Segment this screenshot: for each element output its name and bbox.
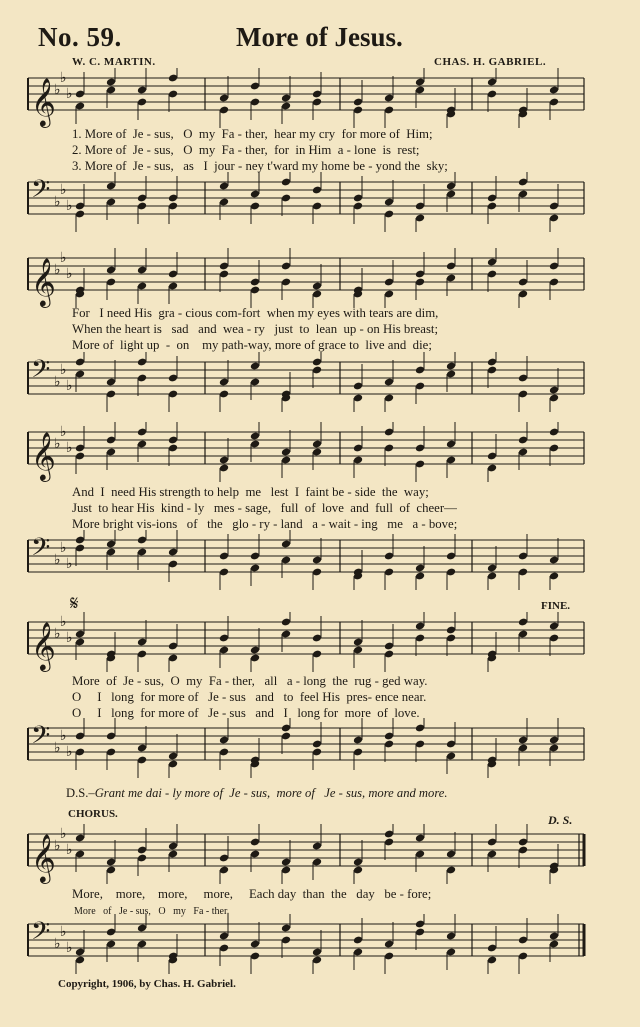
svg-text:♭: ♭ bbox=[60, 540, 67, 556]
svg-text:𝄞: 𝄞 bbox=[31, 833, 56, 882]
svg-text:♭: ♭ bbox=[60, 250, 67, 266]
lyric-line-small: More of Je - sus, O my Fa - ther. bbox=[74, 906, 230, 917]
svg-text:♭: ♭ bbox=[54, 374, 61, 390]
svg-text:𝄞: 𝄞 bbox=[31, 77, 56, 126]
ds-prefix: D.S.– bbox=[66, 786, 95, 800]
svg-text:♭: ♭ bbox=[54, 194, 61, 210]
lyric-line: More of Je - sus, O my Fa - ther, all a - long the rug - ged way. bbox=[72, 674, 428, 688]
svg-text:♭: ♭ bbox=[66, 744, 73, 760]
svg-text:♭: ♭ bbox=[54, 838, 61, 854]
lyric-line: More, more, more, more, Each day than the day be - fore; bbox=[72, 887, 432, 901]
hymn-number: No. 59. bbox=[38, 22, 122, 52]
lyric-line: 1. More of Je - sus, O my Fa - ther, hear my cry for more of Him; bbox=[72, 127, 433, 141]
svg-text:𝄢: 𝄢 bbox=[31, 355, 51, 390]
fine-mark: FINE. bbox=[541, 600, 571, 612]
svg-text:♭: ♭ bbox=[66, 198, 73, 214]
treble-staff bbox=[0, 612, 640, 672]
ds-text: Grant me dai - ly more of Je - sus, more of Je - sus, more and more. bbox=[94, 786, 448, 800]
svg-text:♭: ♭ bbox=[66, 556, 73, 572]
svg-text:♭: ♭ bbox=[60, 826, 67, 842]
treble-staff bbox=[0, 422, 640, 482]
svg-text:♭: ♭ bbox=[54, 82, 61, 98]
lyric-line: And I need His strength to help me lest I faint be - side the way; bbox=[72, 485, 429, 499]
svg-text:𝄞: 𝄞 bbox=[31, 621, 56, 670]
svg-text:𝄞: 𝄞 bbox=[31, 431, 56, 480]
lyric-line: 2. More of Je - sus, O my Fa - ther, for in Him a - lone is rest; bbox=[72, 143, 420, 157]
svg-text:♭: ♭ bbox=[66, 86, 73, 102]
chorus-label: CHORUS. bbox=[68, 808, 118, 820]
treble-staff bbox=[0, 68, 640, 128]
treble-staff bbox=[0, 248, 640, 308]
author-credit: W. C. MARTIN. bbox=[72, 56, 156, 68]
copyright-notice: Copyright, 1906, by Chas. H. Gabriel. bbox=[58, 978, 236, 990]
ds-mark: D. S. bbox=[548, 813, 573, 827]
lyric-line: When the heart is sad and wea - ry just to lean up - on His breast; bbox=[72, 322, 439, 336]
bass-staff bbox=[0, 718, 640, 778]
svg-text:♭: ♭ bbox=[66, 440, 73, 456]
lyric-line: 3. More of Je - sus, as I jour - ney t'ward my home be - yond the sky; bbox=[72, 159, 448, 173]
svg-text:♭: ♭ bbox=[60, 70, 67, 86]
svg-text:♭: ♭ bbox=[66, 842, 73, 858]
bass-staff bbox=[0, 172, 640, 232]
lyric-line: O I long for more of Je - sus and I long for more of love. bbox=[72, 706, 420, 720]
svg-text:𝄢: 𝄢 bbox=[31, 533, 51, 568]
svg-text:♭: ♭ bbox=[54, 740, 61, 756]
treble-staff bbox=[0, 824, 640, 884]
lyric-line: More bright vis-ions of the glo - ry - land a - wait - ing me a - bove; bbox=[72, 517, 458, 531]
svg-text:♭: ♭ bbox=[60, 182, 67, 198]
svg-text:♭: ♭ bbox=[60, 728, 67, 744]
svg-text:𝄞: 𝄞 bbox=[31, 257, 56, 306]
svg-text:♭: ♭ bbox=[66, 940, 73, 956]
svg-text:♭: ♭ bbox=[66, 630, 73, 646]
bass-staff bbox=[0, 530, 640, 590]
svg-text:♭: ♭ bbox=[60, 924, 67, 940]
svg-text:𝄢: 𝄢 bbox=[31, 917, 51, 952]
svg-text:♭: ♭ bbox=[60, 362, 67, 378]
hymn-title: More of Jesus. bbox=[236, 22, 403, 52]
svg-text:♭: ♭ bbox=[60, 614, 67, 630]
composer-credit: CHAS. H. GABRIEL. bbox=[434, 56, 547, 68]
svg-text:𝄢: 𝄢 bbox=[31, 175, 51, 210]
svg-text:♭: ♭ bbox=[54, 626, 61, 642]
segno-sign: 𝄋 bbox=[70, 593, 79, 615]
svg-text:♭: ♭ bbox=[54, 262, 61, 278]
bass-staff bbox=[0, 352, 640, 412]
svg-text:♭: ♭ bbox=[54, 936, 61, 952]
svg-text:𝄢: 𝄢 bbox=[31, 721, 51, 756]
lyric-line: For I need His gra - cious com-fort when my eyes with tears are dim, bbox=[72, 306, 439, 320]
ds-instruction bbox=[66, 786, 448, 801]
svg-text:♭: ♭ bbox=[60, 424, 67, 440]
svg-text:♭: ♭ bbox=[54, 552, 61, 568]
svg-text:♭: ♭ bbox=[66, 378, 73, 394]
bass-staff bbox=[0, 914, 640, 974]
lyric-line: Just to hear His kind - ly mes - sage, full of love and full of cheer— bbox=[72, 501, 457, 515]
svg-text:♭: ♭ bbox=[66, 266, 73, 282]
lyric-line: O I long for more of Je - sus and to feel His pres- ence near. bbox=[72, 690, 427, 704]
svg-text:♭: ♭ bbox=[54, 436, 61, 452]
lyric-line: More of light up - on my path-way, more of grace to live and die; bbox=[72, 338, 432, 352]
